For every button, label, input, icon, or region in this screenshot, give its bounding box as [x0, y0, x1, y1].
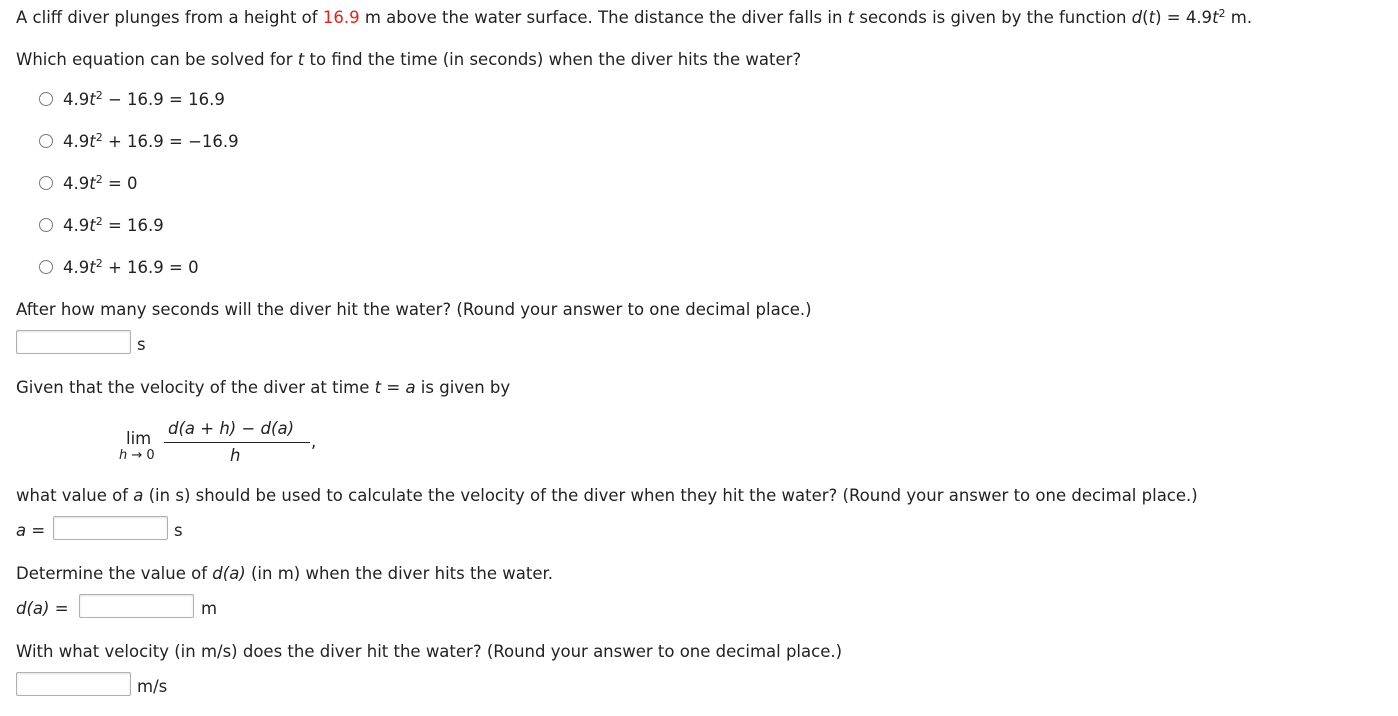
question-velocity-def [16, 378, 510, 397]
d-unit: m [201, 599, 218, 618]
option-label: $4.9t^2 - 16.9 = 16.9$ [63, 88, 225, 109]
q5-expr: d(a) [212, 564, 246, 583]
a-unit: s [174, 521, 183, 540]
paren-close: ) [1155, 8, 1162, 27]
q3-text-2: is given by [415, 378, 511, 397]
paren-open: ( [1142, 8, 1149, 27]
d-answer-input[interactable] [79, 594, 194, 618]
q3-var-t: t [374, 378, 382, 397]
limit-subscript: h → 0 [119, 448, 155, 463]
option-2[interactable] [39, 131, 239, 151]
q1-var: t [297, 50, 305, 69]
question-time: After how many seconds will the diver hit the water? (Round your answer to one decimal place.) [16, 300, 812, 319]
intro-text-2: m above the water surface. The distance the diver falls in [359, 8, 848, 27]
q4-text-2: (in s) should be used to calculate the velocity of the diver when they hit the water? (Round your answer to one decimal place.) [143, 486, 1198, 505]
func-d: d [1131, 8, 1143, 27]
question-d-of-a [16, 564, 553, 583]
q4-text-1: what value of [16, 486, 134, 505]
radio-button[interactable] [39, 176, 53, 190]
radio-button[interactable] [39, 134, 53, 148]
fraction-bar [164, 442, 310, 443]
q3-var-a: a [405, 378, 416, 397]
q5-text-1: Determine the value of [16, 564, 213, 583]
q1-text-2: to find the time (in seconds) when the diver hits the water? [304, 50, 802, 69]
q4-var-a: a [133, 486, 144, 505]
option-1[interactable] [39, 89, 225, 109]
fraction-numerator: d(a + h) − d(a) [168, 419, 295, 438]
d-input-label: d(a) = [16, 599, 69, 618]
option-label: $4.9t^2 + 16.9 = -16.9$ [63, 130, 239, 151]
limit-label: lim [126, 429, 152, 448]
a-input-label: a = [16, 521, 46, 540]
question-value-a [16, 486, 1198, 505]
var-t: t [847, 8, 855, 27]
option-5[interactable] [39, 257, 199, 277]
velocity-unit: m/s [137, 677, 168, 696]
q3-text-1: Given that the velocity of the diver at time [16, 378, 375, 397]
func-exponent: 2 [1218, 7, 1226, 20]
q1-text-1: Which equation can be solved for [16, 50, 298, 69]
time-unit: s [137, 335, 146, 354]
question-final-velocity: With what velocity (in m/s) does the diver hit the water? (Round your answer to one decimal place.) [16, 642, 843, 661]
func-eq: = 4.9 [1161, 8, 1213, 27]
option-label: $4.9t^2 = 0$ [63, 172, 138, 193]
a-answer-input[interactable] [53, 516, 168, 540]
option-label: $4.9t^2 + 16.9 = 0$ [63, 256, 199, 277]
height-value: 16.9 [322, 8, 360, 27]
func-var-t: t [1212, 8, 1219, 27]
radio-button[interactable] [39, 92, 53, 106]
func-arg: t [1148, 8, 1156, 27]
time-answer-input[interactable] [16, 330, 131, 354]
option-3[interactable] [39, 173, 138, 193]
option-label: $4.9t^2 = 16.9$ [63, 214, 164, 235]
radio-button[interactable] [39, 260, 53, 274]
velocity-answer-input[interactable] [16, 672, 131, 696]
intro-unit: m. [1225, 8, 1253, 27]
fraction-comma: , [311, 432, 317, 451]
option-4[interactable] [39, 215, 164, 235]
radio-button[interactable] [39, 218, 53, 232]
problem-statement [16, 8, 1252, 27]
intro-text-3: seconds is given by the function [854, 8, 1132, 27]
fraction-denominator: h [230, 446, 241, 465]
q3-eq: = [381, 378, 406, 397]
intro-text-1: A cliff diver plunges from a height of [16, 8, 323, 27]
q5-text-2: (in m) when the diver hits the water. [245, 564, 554, 583]
question-equation [16, 50, 801, 69]
